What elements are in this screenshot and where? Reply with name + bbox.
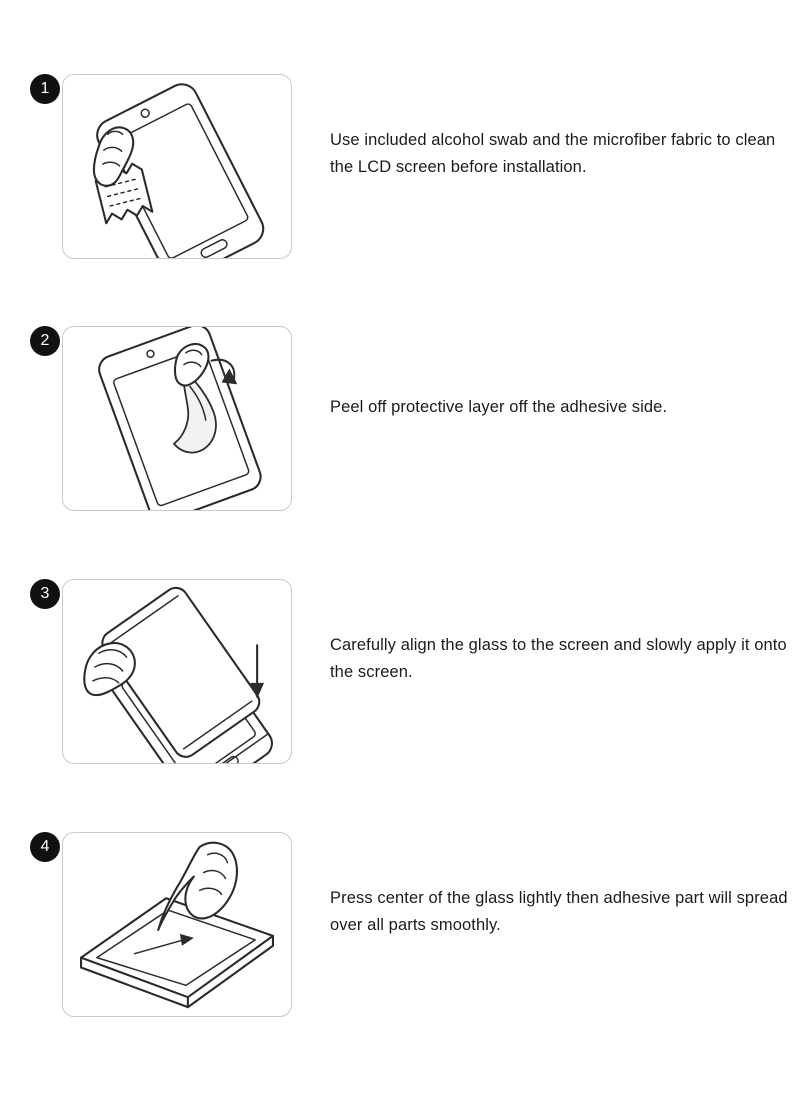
step-number-badge: 1 bbox=[30, 74, 60, 104]
step-number-badge: 4 bbox=[30, 832, 60, 862]
step-caption: Peel off protective layer off the adhesive side. bbox=[330, 398, 668, 416]
step-illustration-1 bbox=[62, 74, 292, 259]
step-illustration-3 bbox=[62, 579, 292, 764]
step-caption: Use included alcohol swab and the microfiber fabric to clean the LCD screen before installation. bbox=[330, 131, 776, 176]
step-illustration-2 bbox=[62, 326, 292, 511]
instruction-step bbox=[30, 304, 770, 557]
step-illustration-4 bbox=[62, 832, 292, 1017]
instruction-step bbox=[30, 52, 776, 304]
step-caption: Press center of the glass lightly then adhesive part will spread over all parts smoothly. bbox=[330, 889, 788, 934]
step-number-badge: 3 bbox=[30, 579, 60, 609]
step-caption: Carefully align the glass to the screen and slowly apply it onto the screen. bbox=[330, 636, 787, 681]
instruction-step bbox=[30, 810, 788, 1063]
step-number-badge: 2 bbox=[30, 326, 60, 356]
instruction-step bbox=[30, 557, 787, 810]
